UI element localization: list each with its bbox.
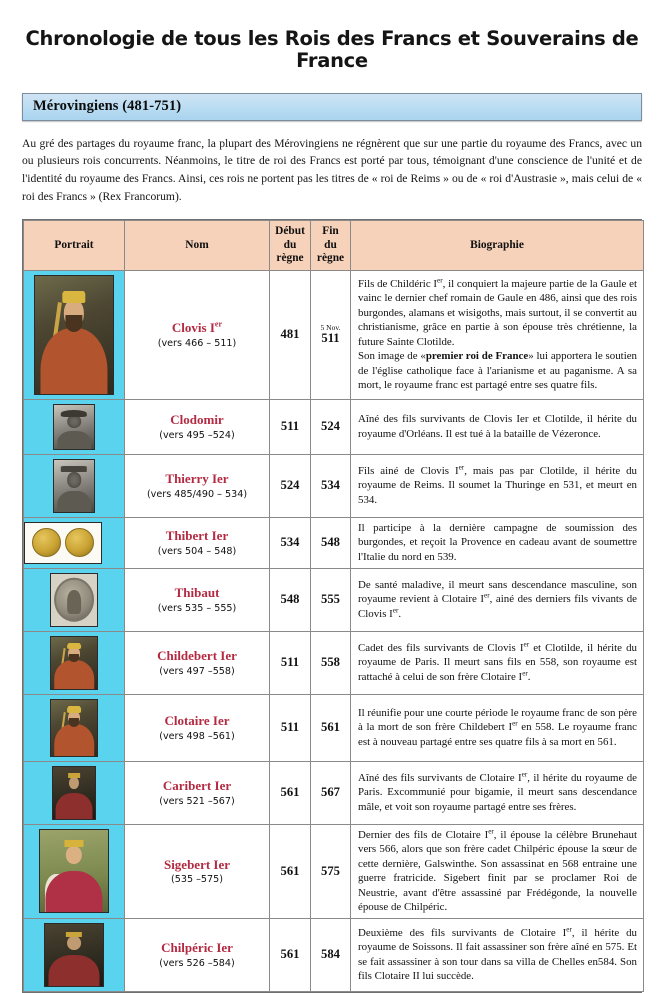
dynasty-banner xyxy=(22,93,642,121)
king-portrait-painting-icon xyxy=(50,699,98,757)
king-name: Childebert Ier xyxy=(157,648,237,664)
king-life-dates: (vers 495 –524) xyxy=(159,429,235,441)
king-name: Clotaire Ier xyxy=(164,713,230,729)
reign-end-cell: 534 xyxy=(311,454,351,517)
king-name: Chilpéric Ier xyxy=(161,940,233,956)
reign-end-cell: 5 Nov. 511 xyxy=(311,270,351,399)
reign-end-cell: 555 xyxy=(311,568,351,631)
biography-cell: Fils ainé de Clovis Ier, mais pas par Clotilde, il hérite du royaume de Reims. Il soumet la Thuringe en 531, et meurt en 534. xyxy=(351,454,644,517)
king-name-cell xyxy=(125,631,270,694)
king-life-dates: (vers 466 – 511) xyxy=(157,337,237,349)
portrait-cell xyxy=(24,761,125,824)
king-name-cell xyxy=(125,761,270,824)
table-row xyxy=(24,568,644,631)
reign-start-cell: 561 xyxy=(270,918,311,991)
table-row xyxy=(24,761,644,824)
reign-start-cell: 534 xyxy=(270,517,311,568)
column-header-fin-du-regne: Fin du règne xyxy=(311,221,351,270)
reign-start-cell: 511 xyxy=(270,631,311,694)
king-name: Clovis Ier xyxy=(171,319,223,336)
reign-start-cell: 561 xyxy=(270,761,311,824)
table-row xyxy=(24,454,644,517)
portrait-cell xyxy=(24,454,125,517)
reign-end-note: 5 Nov. xyxy=(320,322,341,332)
reign-end-cell: 575 xyxy=(311,824,351,918)
kings-table-wrapper xyxy=(22,219,642,992)
king-life-dates: (vers 526 –584) xyxy=(159,957,235,969)
monochrome-portrait-crown-icon xyxy=(53,459,95,513)
reign-end-cell: 561 xyxy=(311,694,351,761)
gold-coins-icon xyxy=(24,522,102,564)
kings-table xyxy=(23,220,644,991)
reign-end-cell: 567 xyxy=(311,761,351,824)
biography-cell: De santé maladive, il meurt sans descendance masculine, son royaume revient à Clotaire Ier, ainé des derniers fils vivants de Clovis Ier. xyxy=(351,568,644,631)
reign-start-cell: 481 xyxy=(270,270,311,399)
table-row xyxy=(24,399,644,454)
table-body xyxy=(24,270,644,991)
biography-cell: Deuxième des fils survivants de Clotaire Ier, il hérite du royaume de Soissons. Il fait assassiner son frère aîné en 575. Et se fait assassiner à son tour dans sa villa de Chelles en584. Son fils Clotaire II lui succède. xyxy=(351,918,644,991)
column-header-nom: Nom xyxy=(125,221,270,270)
medallion-portrait-icon xyxy=(50,573,98,627)
table-row xyxy=(24,694,644,761)
king-life-dates: (vers 498 –561) xyxy=(159,730,235,742)
biography-cell: Il réunifie pour une courte période le royaume franc de son père à la mort de son frère Childebert Ier en 558. Le royaume franc est à nouveau partagé entre ses quatre fils à sa mort en 561. xyxy=(351,694,644,761)
intro-paragraph: Au gré des partages du royaume franc, la plupart des Mérovingiens ne régnèrent que sur une partie du royaume des Francs, avec un ou plusieurs rois concurrents. Néanmoins, le titre de roi des Francs est porté par tous, témoignant d'une conscience de l'unité et de l'identité du royaume des Francs. Ainsi, ces rois ne portent pas les titres de « roi de Reims » ou de « roi d'Austrasie », mais celui de « roi des Francs » (Rex Francorum). xyxy=(22,136,642,203)
reign-start-cell: 511 xyxy=(270,399,311,454)
king-name-cell xyxy=(125,517,270,568)
table-header-row xyxy=(24,221,644,270)
reign-start-cell: 548 xyxy=(270,568,311,631)
biography-cell: Aîné des fils survivants de Clovis Ier et Clotilde, il hérite du royaume d'Orléans. Il est tué à la bataille de Vézeronce. xyxy=(351,399,644,454)
portrait-cell xyxy=(24,270,125,399)
dark-portrait-icon xyxy=(52,766,96,820)
column-header-biographie: Biographie xyxy=(351,221,644,270)
portrait-cell xyxy=(24,399,125,454)
king-name-cell xyxy=(125,824,270,918)
portrait-cell xyxy=(24,694,125,761)
reign-end-cell: 548 xyxy=(311,517,351,568)
king-portrait-painting-icon xyxy=(34,275,114,395)
king-life-dates: (535 –575) xyxy=(171,874,223,886)
portrait-cell xyxy=(24,568,125,631)
king-life-dates: (vers 535 – 555) xyxy=(157,602,237,614)
reign-end-cell: 584 xyxy=(311,918,351,991)
table-row xyxy=(24,824,644,918)
column-header-debut-du-regne: Début du règne xyxy=(270,221,311,270)
table-row xyxy=(24,918,644,991)
king-name: Clodomir xyxy=(170,412,224,428)
king-name: Thibert Ier xyxy=(165,528,229,544)
reign-end-cell: 524 xyxy=(311,399,351,454)
king-life-dates: (vers 521 –567) xyxy=(159,795,235,807)
reign-start-cell: 511 xyxy=(270,694,311,761)
king-name-cell xyxy=(125,918,270,991)
king-name-cell xyxy=(125,270,270,399)
monochrome-portrait-hat-icon xyxy=(53,404,95,450)
biography-cell: Dernier des fils de Clotaire Ier, il épouse la célèbre Brunehaut vers 566, alors que son frère cadet Chilpéric épouse la sœur de cette dernière, Galswinthe. Son assassinat en 568 entraine une guerre fratricide. Sigebert finit par se proclamer Roi de Neustrie, avant d'être assassiné par Frédégonde, la nouvelle épouse de Chilpéric. xyxy=(351,824,644,918)
table-row xyxy=(24,631,644,694)
dark-portrait-icon xyxy=(44,923,104,987)
reign-start-cell: 524 xyxy=(270,454,311,517)
king-name-cell xyxy=(125,399,270,454)
king-life-dates: (vers 497 –558) xyxy=(159,665,235,677)
biography-cell: Cadet des fils survivants de Clovis Ier et Clotilde, il hérite du royaume de Paris. Il meurt sans fils en 558, son royaume est rattaché à celui de son frère Clotaire Ier. xyxy=(351,631,644,694)
king-portrait-painting-icon xyxy=(50,636,98,690)
page-title: Chronologie de tous les Rois des Francs et Souverains de France xyxy=(25,27,639,73)
reign-start-cell: 561 xyxy=(270,824,311,918)
portrait-cell xyxy=(24,918,125,991)
biography-cell: Fils de Childéric Ier, il conquiert la majeure partie de la Gaule et vainc le dernier chef romain de Gaule en 486, ainsi que des rois burgondes, alamans et wisigoths, mais surtout, il se convertit au christianisme, grâce en partie à son épouse très chrétienne, la future Sainte Clotilde. Son image de «premier roi de France» lui apportera le soutien de l'église catholique face à l'arianisme et au paganisme. A sa mort, le royaume franc est partagé entre ses quatre fils. xyxy=(351,270,644,399)
table-row xyxy=(24,517,644,568)
dynasty-banner-label: Mérovingiens (481-751) xyxy=(33,98,182,115)
reign-end-cell: 558 xyxy=(311,631,351,694)
king-life-dates: (vers 504 – 548) xyxy=(157,545,237,557)
king-name-cell xyxy=(125,568,270,631)
king-name-cell xyxy=(125,454,270,517)
biography-cell: Il participe à la dernière campagne de soumission des burgondes, et reçoit la Provence en cadeau avant de soumettre l'Italie du nord en 539. xyxy=(351,517,644,568)
portrait-cell xyxy=(24,517,125,568)
king-name: Caribert Ier xyxy=(162,778,232,794)
biography-cell: Aîné des fils survivants de Clotaire Ier, il hérite du royaume de Paris. Excommunié pour bigamie, il meurt sans descendance mâle, et voit son royaume partagé entre ses frères. xyxy=(351,761,644,824)
portrait-cell xyxy=(24,631,125,694)
king-name-cell xyxy=(125,694,270,761)
king-green-background-portrait-icon xyxy=(39,829,109,913)
column-header-portrait: Portrait xyxy=(24,221,125,270)
table-row xyxy=(24,270,644,399)
king-name: Thierry Ier xyxy=(165,471,229,487)
king-life-dates: (vers 485/490 – 534) xyxy=(146,488,248,500)
portrait-cell xyxy=(24,824,125,918)
king-name: Thibaut xyxy=(174,585,220,601)
king-name: Sigebert Ier xyxy=(163,856,231,872)
table-header xyxy=(24,221,644,270)
